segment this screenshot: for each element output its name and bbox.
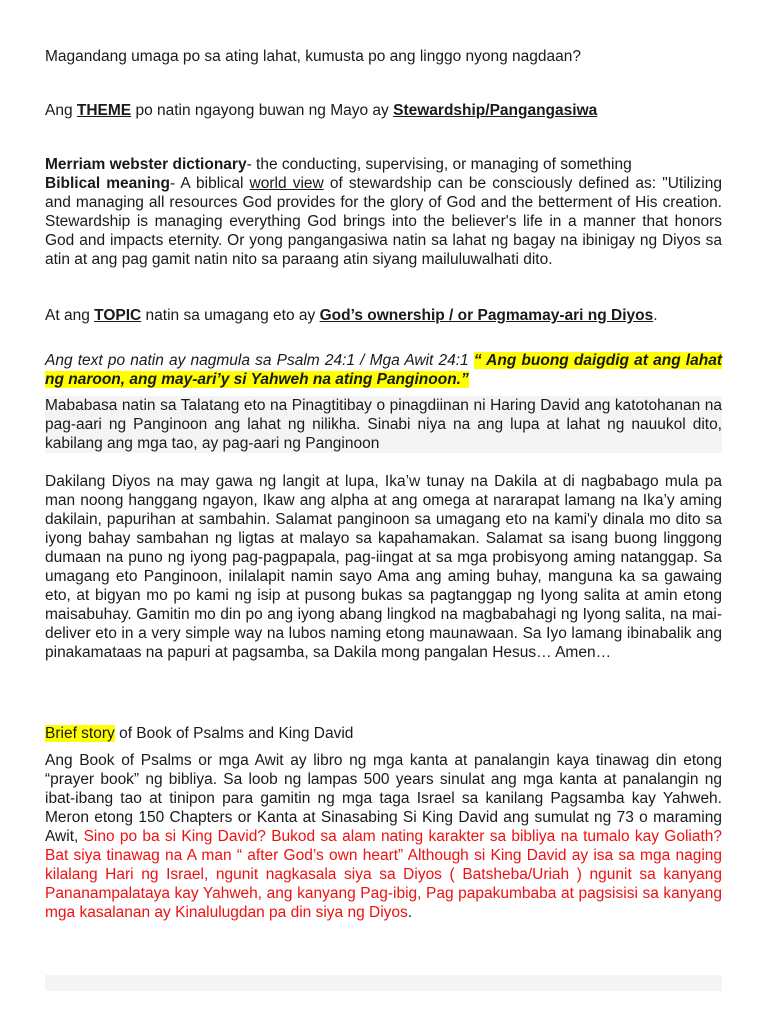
mw-text: - the conducting, supervising, or managing of something (246, 156, 632, 173)
biblical-meaning-text-rest: of stewardship can be consciously defined as: "Utilizing and managing all resources God provides for the glory of God and the betterment of His creation. Stewardship is managing everything God brings into the believer's life in a manner that honors God and impacts eternity. Or yong pangangasiwa natin sa lahat ng bagay na ibinigay ng Diyos sa atin at ang pag gamit natin nito sa paraang atin siyang mailuluwalhati dito. (45, 175, 722, 268)
topic-middle: natin sa umagang eto ay (141, 307, 320, 324)
story-end: . (407, 904, 413, 921)
text-reference-paragraph (45, 351, 722, 389)
theme-middle: po natin ngayong buwan ng Mayo ay (131, 102, 394, 119)
topic-value: God’s ownership / or Pagmamay-ari ng Diyos (319, 307, 654, 324)
psalms-story-text: Ang Book of Psalms or mga Awit ay libro ng mga kanta at panalangin kaya tinawag din etong “prayer book” ng bibliya. Sa loob ng lampas 500 years sinulat ang mga kanta at panalangin ng ibat-ibang tao at tinipon para gamitin ng mga taga Israel sa kanilang Pagsamba kay Yahweh. Meron etong 150 Chapters or Kanta at Sinasabing Si King David ang sumulat ng 73 o maraming Awit, (45, 752, 722, 845)
greeting-line: Magandang umaga po sa ating lahat, kumusta po ang linggo nyong nagdaan? (45, 48, 582, 65)
psalms-story-paragraph (45, 751, 722, 922)
theme-line (45, 101, 722, 120)
opening-prayer-paragraph: Dakilang Diyos na may gawa ng langit at lupa, Ika’w tunay na Dakila at di nagbabago mula pa man noong hanggang ngayon, Ikaw ang alpha at ang omega at nararapat lamang na Ika’y aming dakilain, papurihan at sambahin. Salamat panginoon sa umagang eto na kami'y dinala mo dito sa iyong bahay sambahan ng ligtas at malayo sa kapahamakan. Salamat sa isang buong linggong dumaan na puno ng iyong pag-pagpapala, pag-iingat at sa mga probisyong aming natanggap. Sa umagang eto Panginoon, inilalapit namin sayo Ama ang aming buhay, manguna ka sa gawaing eto, at bigyan mo po kami ng isip at pusong bukas sa pagtanggap ng Iyong salita at amin etong maisabuhay. Gamitin mo din po ang iyong abang lingkod na magbabahagi ng Iyong salita, na mai- deliver eto in a very simple way na lubos naming etong maunawaan. Sa Iyo lamang ibinabalik ang pinakamataas na papuri at pagsamba, sa Dakila mong pangalan Hesus… Amen… (45, 473, 722, 661)
king-david-text: Sino po ba si King David? Bukod sa alam nating karakter sa bibliya na tumalo kay Goliath? Bat siya tinawag na A man “ after God’s own heart” Although si King David ay isa sa mga naging kilalang Hari ng Israel, ngunit nagkasala siya sa Diyos ( Batsheba/Uriah ) ngunit sa kanyang Pananampalataya kay Yahweh, ang kanyang Pag-ibig, Pag papakumbaba at pagsisisi sa kanyang mga kasalanan ay Kinalulugdan pa din siya ng Diyos (45, 828, 723, 921)
topic-prefix: At ang (45, 307, 95, 324)
theme-prefix: Ang (45, 102, 77, 119)
topic-label: TOPIC (94, 307, 142, 324)
brief-story-heading (45, 724, 722, 743)
scripture-quote: “ Ang buong daigdig at ang lahat ng naroon, ang may-ari’y si Yahweh na ating Panginoon.” (45, 352, 722, 388)
mw-label: Merriam webster dictionary (45, 156, 247, 173)
text-reference-intro: Ang text po natin ay nagmula sa Psalm 24:1 / Mga Awit 24:1 (45, 352, 474, 369)
merriam-webster-definition (45, 155, 722, 174)
biblical-meaning-paragraph (45, 174, 722, 269)
world-view-link[interactable]: world view (249, 175, 324, 192)
theme-value: Stewardship/Pangangasiwa (393, 102, 598, 119)
topic-end: . (653, 307, 658, 324)
empty-shaded-line (45, 975, 722, 991)
brief-story-rest: of Book of Psalms and King David (114, 725, 354, 742)
reading-paragraph: Mababasa natin sa Talatang eto na Pinagtitibay o pinagdiinan ni Haring David ang katotohanan na pag-aari ng Panginoon ang lahat ng nilikha. Sinabi niya na ang lupa at lahat ng nauukol dito, kabilang ang mga tao, ay pag-aari ng Panginoon (45, 397, 722, 452)
theme-label: THEME (76, 102, 132, 119)
biblical-meaning-text-start: - A biblical (170, 175, 250, 192)
biblical-meaning-label: Biblical meaning (45, 175, 170, 192)
topic-paragraph (45, 306, 722, 325)
brief-story-label: Brief story (45, 725, 115, 742)
